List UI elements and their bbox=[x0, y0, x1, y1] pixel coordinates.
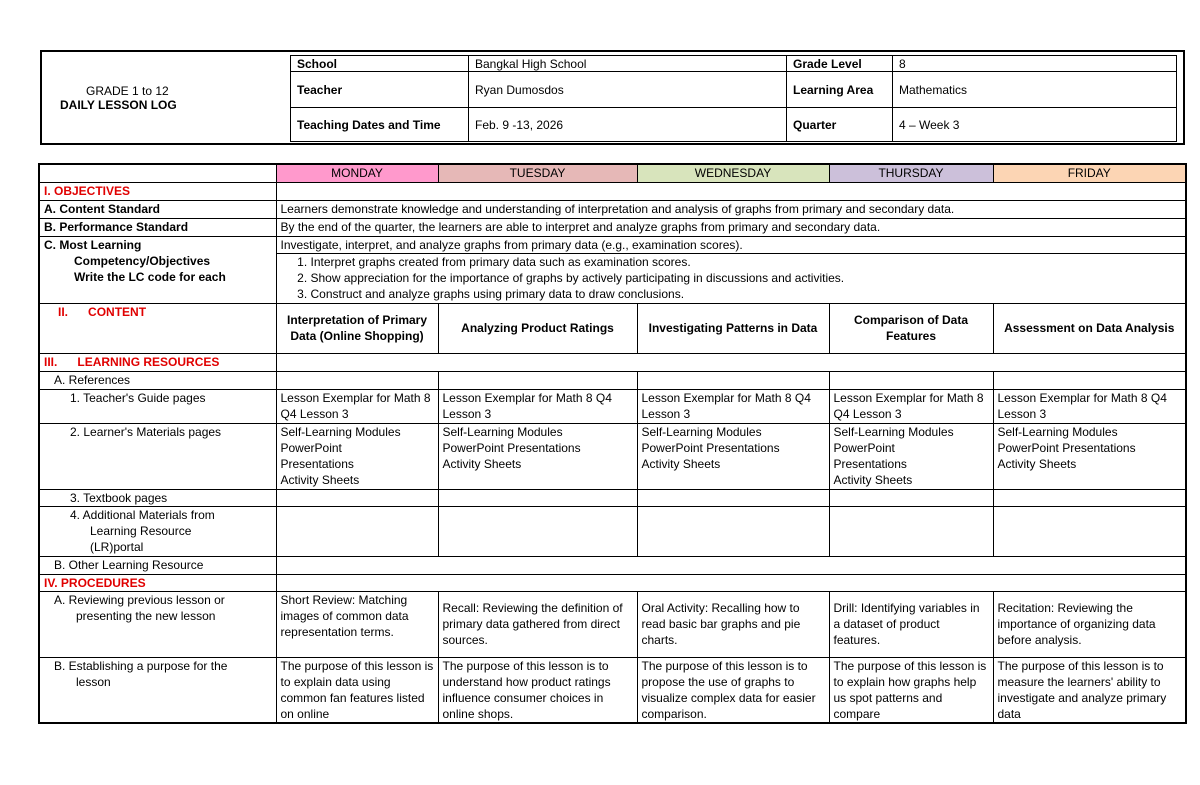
dates-value: Feb. 9 -13, 2026 bbox=[469, 108, 787, 142]
lesson-log-table bbox=[38, 163, 1187, 724]
teacher-value: Ryan Dumosdos bbox=[469, 72, 787, 108]
day-thursday: THURSDAY bbox=[829, 164, 993, 182]
resources-heading bbox=[39, 353, 276, 371]
topic-monday: Interpretation of Primary Data (Online Shopping) bbox=[276, 303, 438, 353]
empty-cell bbox=[438, 371, 637, 389]
content-heading-text: CONTENT bbox=[88, 304, 147, 319]
teacher-label: Teacher bbox=[291, 72, 469, 108]
other-resource-label: B. Other Learning Resource bbox=[39, 556, 276, 574]
purpose-tuesday: The purpose of this lesson is to understand how product ratings influence consumer choices in online shops. bbox=[438, 657, 637, 723]
topic-thursday: Comparison of Data Features bbox=[829, 303, 993, 353]
day-monday: MONDAY bbox=[276, 164, 438, 182]
mlc-label-line3: Write the LC code for each bbox=[74, 269, 226, 284]
resources-heading-num: III. bbox=[44, 354, 58, 369]
additional-line3: (LR)portal bbox=[90, 539, 144, 554]
empty-cell bbox=[438, 506, 637, 556]
content-standard-text: Learners demonstrate knowledge and understanding of interpretation and analysis of graphs from primary and secondary data. bbox=[276, 200, 1186, 218]
review-tuesday: Recall: Reviewing the definition of primary data gathered from direct sources. bbox=[438, 591, 637, 657]
mlc-text: Investigate, interpret, and analyze graphs from primary data (e.g., examination scores). bbox=[276, 236, 1186, 253]
empty-cell bbox=[829, 489, 993, 506]
mlc-label-line2: Competency/Objectives bbox=[74, 253, 211, 268]
teachers-guide-label: 1. Teacher's Guide pages bbox=[39, 389, 276, 423]
additional-materials-label bbox=[39, 506, 276, 556]
review-monday: Short Review: Matching images of common data representation terms. bbox=[276, 591, 438, 657]
lm-tuesday: Self-Learning Modules PowerPoint Presentations Activity Sheets bbox=[438, 423, 637, 489]
lm-monday: Self-Learning Modules PowerPoint Presentations Activity Sheets bbox=[276, 423, 438, 489]
header-box bbox=[40, 50, 1185, 145]
other-resource-blank bbox=[276, 556, 1186, 574]
review-friday: Recitation: Reviewing the importance of organizing data before analysis. bbox=[993, 591, 1186, 657]
quarter-label: Quarter bbox=[787, 108, 893, 142]
purpose-line2: lesson bbox=[76, 674, 111, 689]
empty-cell bbox=[276, 506, 438, 556]
objectives-blank bbox=[276, 182, 1186, 200]
blank-corner bbox=[39, 164, 276, 182]
resources-blank bbox=[276, 353, 1186, 371]
resources-heading-text: LEARNING RESOURCES bbox=[77, 354, 220, 369]
learning-area-value: Mathematics bbox=[893, 72, 1177, 108]
empty-cell bbox=[829, 371, 993, 389]
objective-item: 2. Show appreciation for the importance of graphs by actively participating in discussions and activities. bbox=[311, 270, 1182, 286]
references-label: A. References bbox=[39, 371, 276, 389]
empty-cell bbox=[637, 506, 829, 556]
purpose-line1: B. Establishing a purpose for the bbox=[54, 658, 228, 673]
procedures-blank bbox=[276, 574, 1186, 591]
objectives-list bbox=[281, 254, 1182, 302]
additional-line2: Learning Resource bbox=[90, 523, 192, 538]
day-tuesday: TUESDAY bbox=[438, 164, 637, 182]
day-wednesday: WEDNESDAY bbox=[637, 164, 829, 182]
learners-materials-label: 2. Learner's Materials pages bbox=[39, 423, 276, 489]
tg-wednesday: Lesson Exemplar for Math 8 Q4 Lesson 3 bbox=[637, 389, 829, 423]
school-value: Bangkal High School bbox=[469, 56, 787, 72]
purpose-wednesday: The purpose of this lesson is to propose the use of graphs to visualize complex data for easier comparison. bbox=[637, 657, 829, 723]
day-header-row bbox=[39, 164, 1186, 182]
grade-line: GRADE 1 to 12 bbox=[86, 83, 169, 98]
procedures-heading: IV. PROCEDURES bbox=[39, 574, 276, 591]
purpose-label bbox=[39, 657, 276, 723]
empty-cell bbox=[993, 371, 1186, 389]
lm-wednesday: Self-Learning Modules PowerPoint Presentations Activity Sheets bbox=[637, 423, 829, 489]
empty-cell bbox=[438, 489, 637, 506]
empty-cell bbox=[637, 371, 829, 389]
objectives-heading: I. OBJECTIVES bbox=[39, 182, 276, 200]
quarter-value: 4 – Week 3 bbox=[893, 108, 1177, 142]
objectives-list-cell bbox=[276, 253, 1186, 303]
objective-item: 1. Interpret graphs created from primary data such as examination scores. bbox=[311, 254, 1182, 270]
topic-wednesday: Investigating Patterns in Data bbox=[637, 303, 829, 353]
dates-label: Teaching Dates and Time bbox=[291, 108, 469, 142]
learning-area-label: Learning Area bbox=[787, 72, 893, 108]
performance-standard-text: By the end of the quarter, the learners are able to interpret and analyze graphs from primary and secondary data. bbox=[276, 218, 1186, 236]
empty-cell bbox=[993, 506, 1186, 556]
review-thursday: Drill: Identifying variables in a dataset of product features. bbox=[829, 591, 993, 657]
tg-thursday: Lesson Exemplar for Math 8 Q4 Lesson 3 bbox=[829, 389, 993, 423]
empty-cell bbox=[276, 371, 438, 389]
review-wednesday: Oral Activity: Recalling how to read basic bar graphs and pie charts. bbox=[637, 591, 829, 657]
tg-monday: Lesson Exemplar for Math 8 Q4 Lesson 3 bbox=[276, 389, 438, 423]
lm-thursday: Self-Learning Modules PowerPoint Presentations Activity Sheets bbox=[829, 423, 993, 489]
content-heading bbox=[39, 303, 276, 353]
empty-cell bbox=[637, 489, 829, 506]
empty-cell bbox=[993, 489, 1186, 506]
purpose-monday: The purpose of this lesson is to explain data using common fan features listed on online bbox=[276, 657, 438, 723]
mlc-label-line1: C. Most Learning bbox=[44, 237, 142, 252]
performance-standard-label: B. Performance Standard bbox=[39, 218, 276, 236]
objective-item: 3. Construct and analyze graphs using primary data to draw conclusions. bbox=[311, 286, 1182, 302]
day-friday: FRIDAY bbox=[993, 164, 1186, 182]
header-info-table bbox=[290, 55, 1177, 142]
empty-cell bbox=[276, 489, 438, 506]
empty-cell bbox=[829, 506, 993, 556]
reviewing-label bbox=[39, 591, 276, 657]
grade-level-value: 8 bbox=[893, 56, 1177, 72]
daily-lesson-log-title: DAILY LESSON LOG bbox=[60, 97, 177, 112]
grade-level-label: Grade Level bbox=[787, 56, 893, 72]
purpose-friday: The purpose of this lesson is to measure the learners' ability to investigate and analyze primary data bbox=[993, 657, 1186, 723]
tg-tuesday: Lesson Exemplar for Math 8 Q4 Lesson 3 bbox=[438, 389, 637, 423]
additional-line1: 4. Additional Materials from bbox=[70, 507, 215, 522]
topic-friday: Assessment on Data Analysis bbox=[993, 303, 1186, 353]
textbook-label: 3. Textbook pages bbox=[39, 489, 276, 506]
topic-tuesday: Analyzing Product Ratings bbox=[438, 303, 637, 353]
school-label: School bbox=[291, 56, 469, 72]
header-title-block bbox=[42, 52, 288, 143]
content-heading-num: II. bbox=[58, 304, 69, 319]
content-standard-label: A. Content Standard bbox=[39, 200, 276, 218]
tg-friday: Lesson Exemplar for Math 8 Q4 Lesson 3 bbox=[993, 389, 1186, 423]
lm-friday: Self-Learning Modules PowerPoint Presentations Activity Sheets bbox=[993, 423, 1186, 489]
mlc-label bbox=[39, 236, 276, 303]
purpose-thursday: The purpose of this lesson is to explain how graphs help us spot patterns and compare bbox=[829, 657, 993, 723]
reviewing-line1: A. Reviewing previous lesson or bbox=[54, 592, 225, 607]
reviewing-line2: presenting the new lesson bbox=[76, 608, 216, 623]
